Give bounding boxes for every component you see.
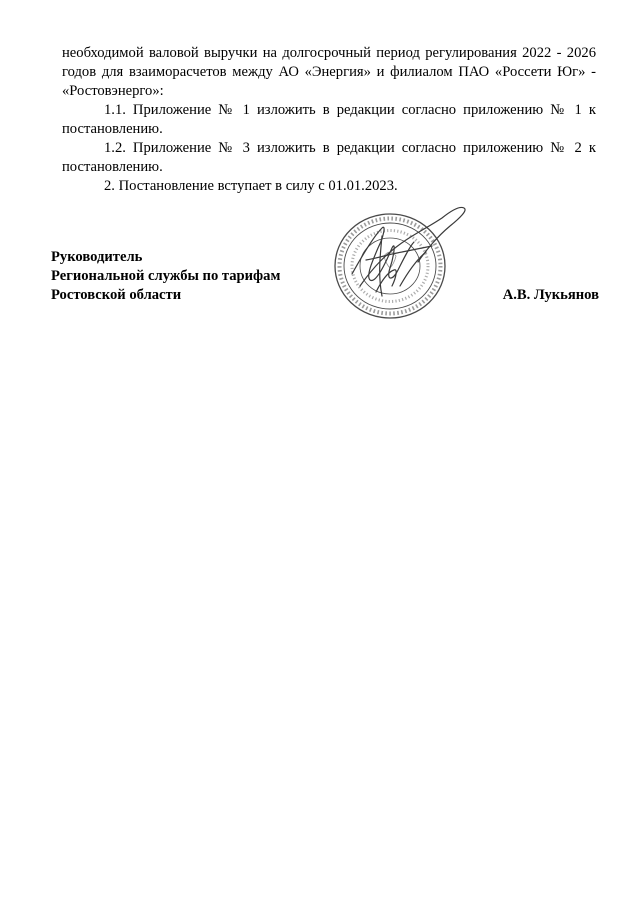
paragraph-item-1-1: 1.1. Приложение № 1 изложить в редакции согласно приложению № 1 к постановлению. (62, 102, 596, 137)
signature-block (51, 248, 599, 305)
paragraph-intro: необходимой валовой выручки на долгосрочный период регулирования 2022 - 2026 годов для взаиморасчетов между АО «Энергия» и филиалом ПАО «Россети Юг» - «Ростовэнерго»: (62, 45, 596, 99)
paragraph-item-2: 2. Постановление вступает в силу с 01.01.2023. (104, 178, 398, 194)
paragraph-item-1-2: 1.2. Приложение № 3 изложить в редакции согласно приложению № 2 к постановлению. (62, 140, 596, 175)
signer-name: А.В. Лукьянов (502, 287, 599, 303)
signer-position-line-1: Руководитель (51, 249, 143, 265)
document-body (62, 44, 596, 196)
signer-position-line-3: Ростовской области (51, 287, 182, 303)
signer-position-line-2: Региональной службы по тарифам (51, 268, 281, 284)
